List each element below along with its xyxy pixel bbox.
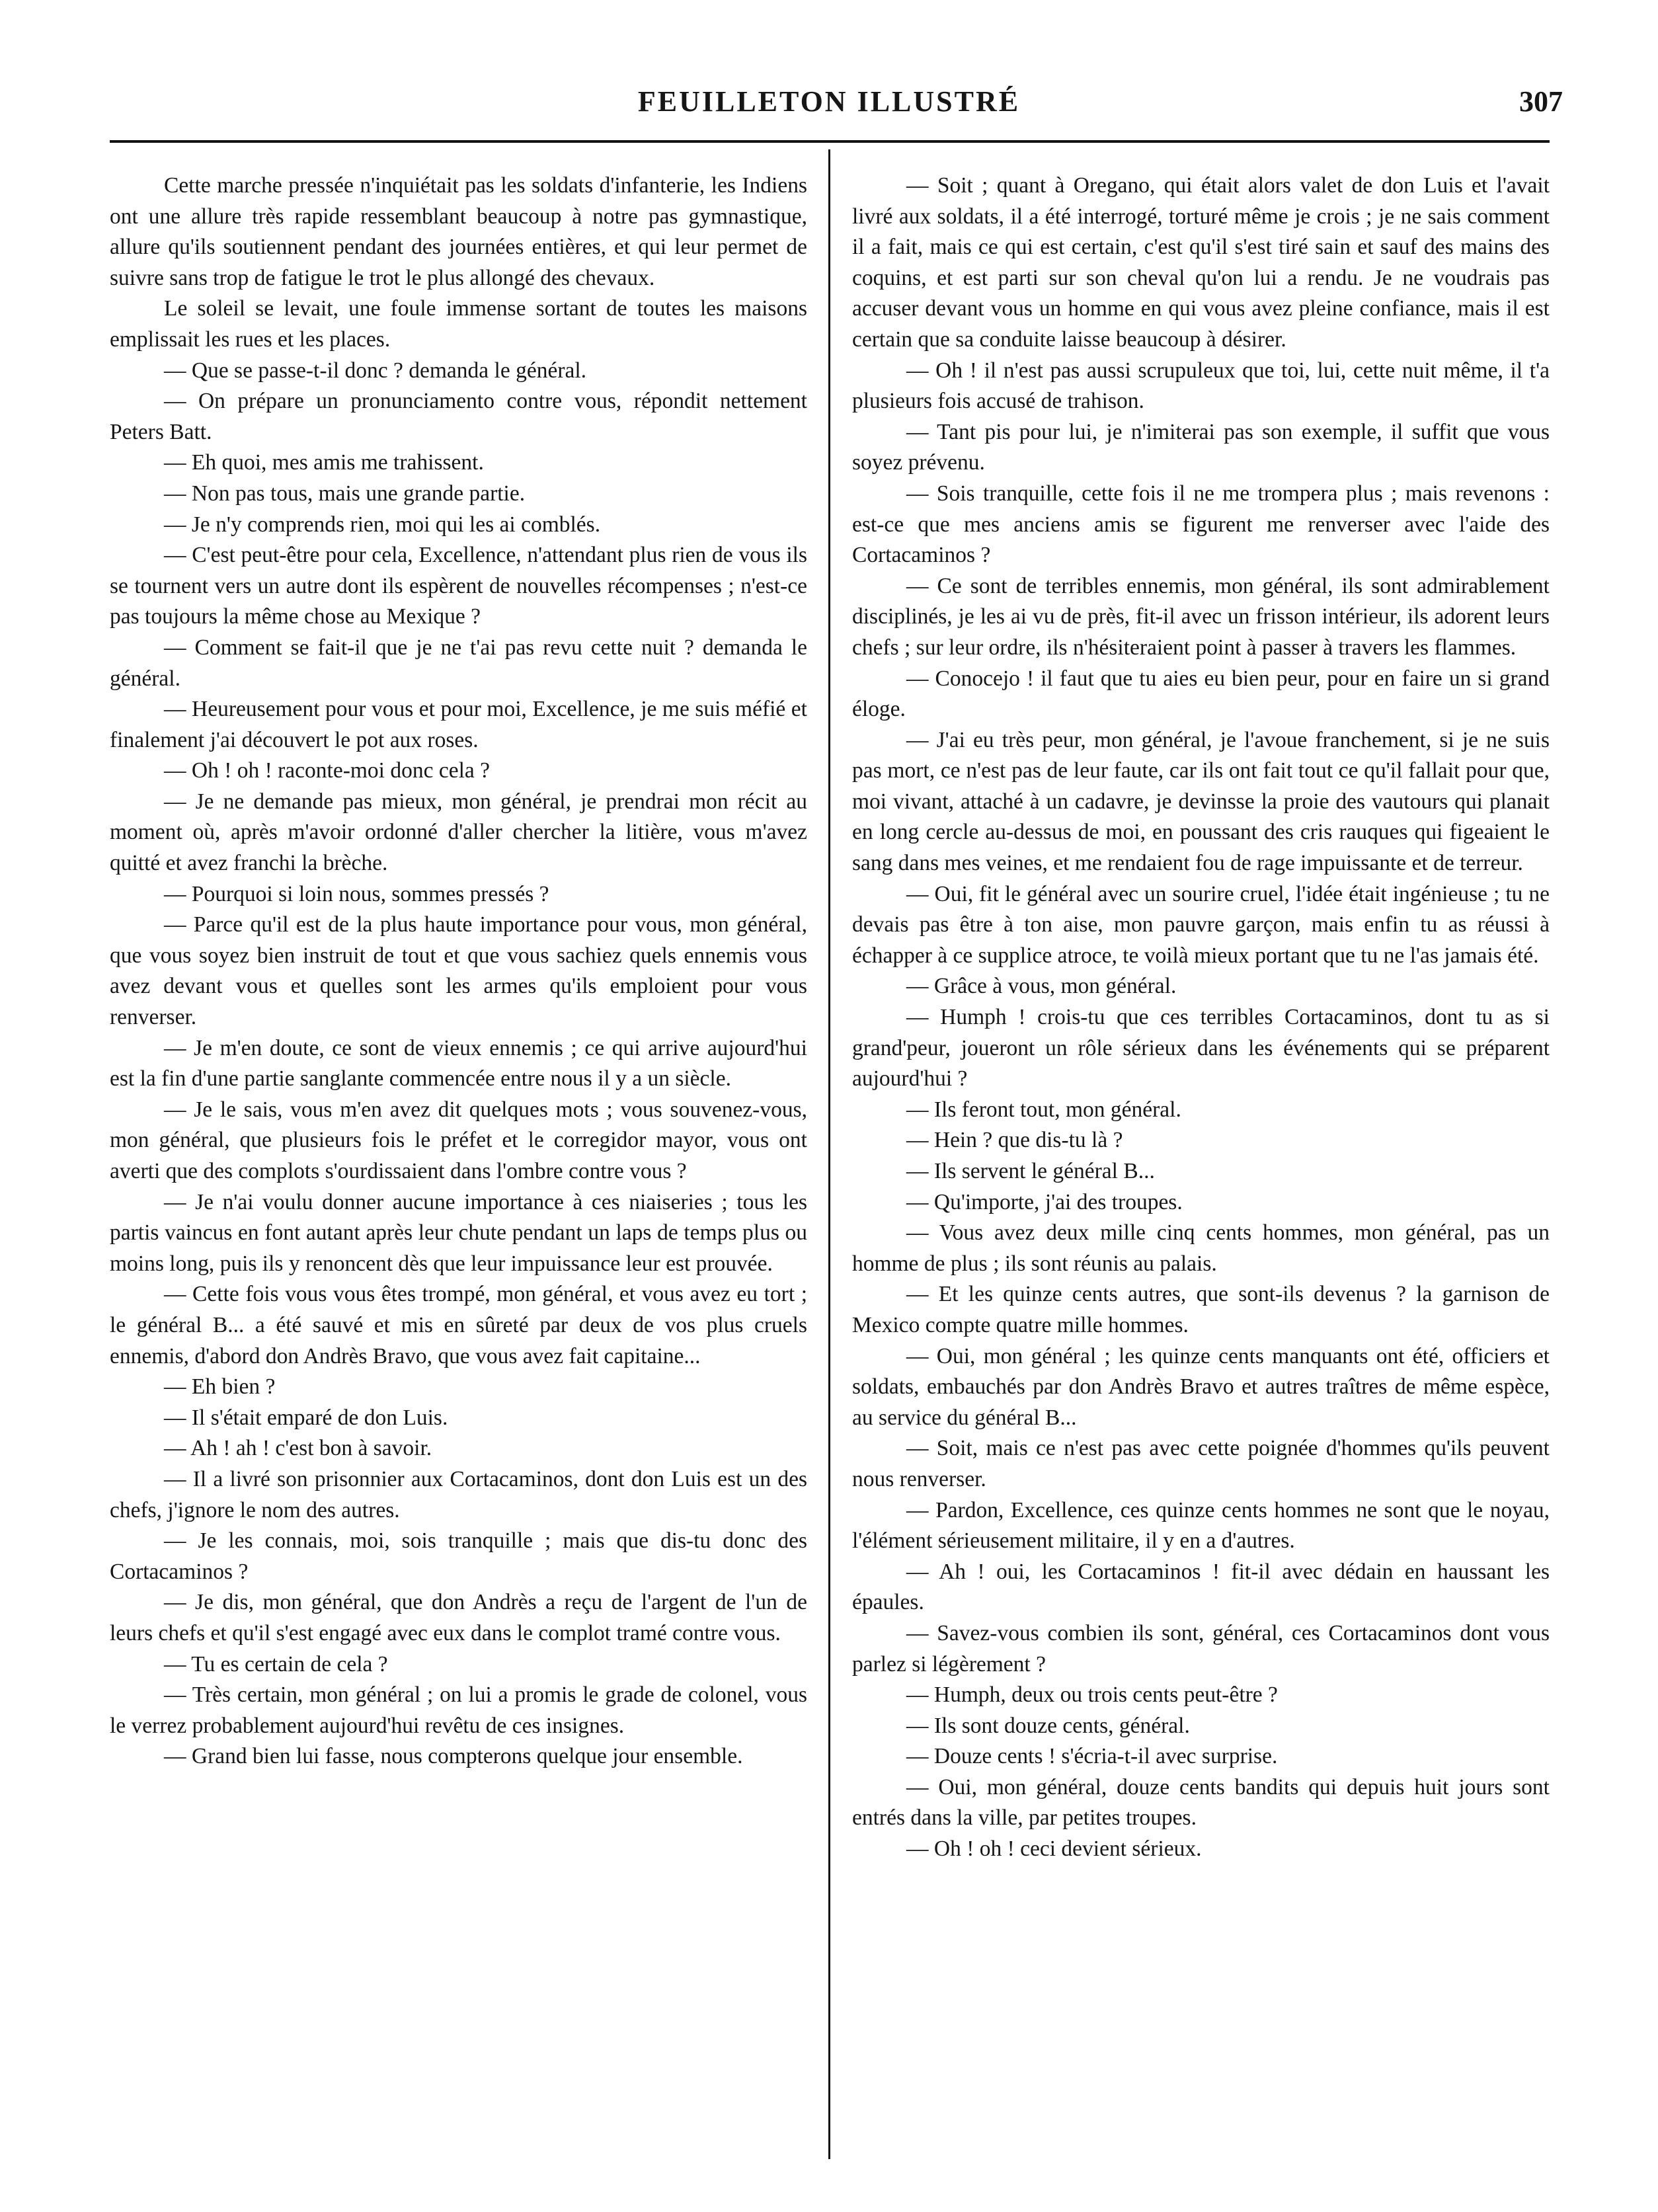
paragraph: — Tant pis pour lui, je n'imiterai pas son exemple, il suffit que vous soyez prévenu. <box>852 419 1550 475</box>
paragraph: — Heureusement pour vous et pour moi, Excellence, je me suis méfié et finalement j'ai découvert le pot aux roses. <box>110 697 807 752</box>
paragraph: — Comment se fait-il que je ne t'ai pas revu cette nuit ? demanda le général. <box>110 635 807 691</box>
paragraph: — Je dis, mon général, que don Andrès a reçu de l'argent de l'un de leurs chefs et qu'il s'est engagé avec eux dans le complot tramé contre vous. <box>110 1590 807 1645</box>
paragraph: — Non pas tous, mais une grande partie. <box>164 481 526 506</box>
paragraph: — Vous avez deux mille cinq cents hommes, mon général, pas un homme de plus ; ils sont réunis au palais. <box>852 1220 1550 1276</box>
paragraph: — Pardon, Excellence, ces quinze cents hommes ne sont que le noyau, l'élément sérieusement militaire, il y en a d'autres. <box>852 1497 1550 1554</box>
paragraph: — Tu es certain de cela ? <box>164 1651 388 1677</box>
paragraph: — Pourquoi si loin nous, sommes pressés ? <box>164 881 549 906</box>
paragraph: — Ils feront tout, mon général. <box>906 1097 1181 1122</box>
paragraph: — Qu'importe, j'ai des troupes. <box>906 1189 1183 1214</box>
paragraph: — Ah ! oui, les Cortacaminos ! fit-il avec dédain en haussant les épaules. <box>852 1559 1550 1615</box>
paragraph: — Que se passe-t-il donc ? demanda le général. <box>164 358 587 383</box>
column-divider <box>828 149 830 2159</box>
paragraph: — Je n'y comprends rien, moi qui les ai comblés. <box>164 512 601 537</box>
paragraph: — Grand bien lui fasse, nous compterons quelque jour ensemble. <box>164 1744 743 1769</box>
paragraph: — Hein ? que dis-tu là ? <box>906 1128 1123 1153</box>
paragraph: — Je n'ai voulu donner aucune importance à ces niaiseries ; tous les partis vaincus en font autant après leur chute pendant un laps de temps plus ou moins long, puis ils y renoncent dès que leur impuissance leur est prouvée. <box>110 1189 807 1276</box>
paragraph: — Oh ! oh ! raconte-moi donc cela ? <box>164 758 490 783</box>
paragraph: — Conocejo ! il faut que tu aies eu bien peur, pour en faire un si grand éloge. <box>852 666 1550 722</box>
paragraph: — Douze cents ! s'écria-t-il avec surprise. <box>906 1744 1278 1769</box>
paragraph: — Oh ! oh ! ceci devient sérieux. <box>906 1837 1202 1862</box>
paragraph: — On prépare un pronunciamento contre vous, répondit nettement Peters Batt. <box>110 389 807 444</box>
paragraph: — Je le sais, vous m'en avez dit quelques mots ; vous souvenez-vous, mon général, que plusieurs fois le préfet et le corregidor mayor, vous ont averti que des complots s'ourdissaient dans l'ombre contre vous ? <box>110 1097 807 1183</box>
paragraph: — Grâce à vous, mon général. <box>906 974 1177 999</box>
paragraph: — Cette fois vous vous êtes trompé, mon général, et vous avez eu tort ; le général B... a été sauvé et mis en sûreté par deux de vos plus cruels ennemis, d'abord don Andrès Bravo, que vous avez fait capitaine... <box>110 1282 807 1368</box>
paragraph: — Humph ! crois-tu que ces terribles Cortacaminos, dont tu as si grand'peur, joueront un rôle sérieux dans les événements qui se préparent aujourd'hui ? <box>852 1005 1550 1091</box>
paragraph: — C'est peut-être pour cela, Excellence, n'attendant plus rien de vous ils se tournent vers un autre dont ils espèrent de nouvelles récompenses ; n'est-ce pas toujours la même chose au Mexique ? <box>110 543 807 629</box>
right-column <box>852 171 1550 1865</box>
paragraph: — Oh ! il n'est pas aussi scrupuleux que toi, lui, cette nuit même, il t'a plusieurs fois accusé de trahison. <box>852 358 1550 414</box>
paragraph: Cette marche pressée n'inquiétait pas les soldats d'infanterie, les Indiens ont une allure très rapide ressemblant beaucoup à notre pas gymnastique, allure qu'ils soutiennent pendant des journées entières, et qui leur permet de suivre sans trop de fatigue le trot le plus allongé des chevaux. <box>110 173 807 290</box>
paragraph: — Oui, fit le général avec un sourire cruel, l'idée était ingénieuse ; tu ne devais pas être à ton aise, mon pauvre garçon, mais enfin tu as réussi à échapper à ce supplice atroce, te voilà mieux portant que tu ne l'as jamais été. <box>852 881 1550 968</box>
paragraph: — Très certain, mon général ; on lui a promis le grade de colonel, vous le verrez probablement aujourd'hui revêtu de ces insignes. <box>110 1682 807 1738</box>
paragraph: — Eh bien ? <box>164 1374 276 1400</box>
paragraph: — Il a livré son prisonnier aux Cortacaminos, dont don Luis est un des chefs, j'ignore le nom des autres. <box>110 1466 807 1522</box>
paragraph: — Et les quinze cents autres, que sont-ils devenus ? la garnison de Mexico compte quatre mille hommes. <box>852 1282 1550 1337</box>
header-rule <box>110 140 1550 143</box>
paragraph: — Il s'était emparé de don Luis. <box>164 1405 448 1430</box>
paragraph: — Soit ; quant à Oregano, qui était alors valet de don Luis et l'avait livré aux soldats, il a été interrogé, torturé même je crois ; je ne sais comment il a fait, mais ce qui est certain, c'est qu'il s'est tiré sain et sauf des mains des coquins, et est parti sur son cheval qu'on lui a rendu. Je ne voudrais pas accuser devant vous un homme en qui vous avez pleine confiance, mais il est certain que sa conduite laisse beaucoup à désirer. <box>852 173 1550 352</box>
paragraph: — Oui, mon général ; les quinze cents manquants ont été, officiers et soldats, embauchés par don Andrès Bravo et autres traîtres de même espèce, au service du général B... <box>852 1343 1550 1430</box>
paragraph: — Savez-vous combien ils sont, général, ces Cortacaminos dont vous parlez si légèrement ? <box>852 1620 1550 1677</box>
paragraph: — Parce qu'il est de la plus haute importance pour vous, mon général, que vous soyez bien instruit de tout et que vous sachiez quels ennemis vous avez devant vous et quelles sont les armes qu'ils emploient pour vous renverser. <box>110 912 807 1030</box>
paragraph: — Ils servent le général B... <box>906 1159 1155 1183</box>
paragraph: — J'ai eu très peur, mon général, je l'avoue franchement, si je ne suis pas mort, ce n'est pas de leur faute, car ils ont fait tout ce qu'il fallait pour que, moi vivant, attaché à un cadavre, je devinsse la proie des vautours qui planait en long cercle au-dessus de moi, en poussant des cris rauques qui figeaient le sang dans mes veines, et me rendaient fou de rage impuissante et de terreur. <box>852 727 1550 876</box>
paragraph: — Oui, mon général, douze cents bandits qui depuis huit jours sont entrés dans la ville, par petites troupes. <box>852 1774 1550 1831</box>
paragraph: — Eh quoi, mes amis me trahissent. <box>164 450 484 475</box>
running-title: FEUILLETON ILLUSTRÉ <box>637 85 1021 118</box>
paragraph: — Je m'en doute, ce sont de vieux ennemis ; ce qui arrive aujourd'hui est la fin d'une partie sanglante commencée entre nous il y a un siècle. <box>110 1035 807 1091</box>
paragraph: — Humph, deux ou trois cents peut-être ? <box>906 1682 1278 1708</box>
paragraph: — Ils sont douze cents, général. <box>906 1713 1190 1738</box>
paragraph: — Ce sont de terribles ennemis, mon général, ils sont admirablement disciplinés, je les ai vu de près, fit-il avec un frisson intérieur, ils adorent leurs chefs ; sur leur ordre, ils n'hésiteraient point à passer à travers les flammes. <box>852 573 1550 660</box>
paragraph: — Je ne demande pas mieux, mon général, je prendrai mon récit au moment où, après m'avoir ordonné d'aller chercher la litière, vous m'avez quitté et avez franchi la brèche. <box>110 789 807 876</box>
left-column <box>110 171 807 1772</box>
paragraph: Le soleil se levait, une foule immense sortant de toutes les maisons emplissait les rues et les places. <box>110 296 807 352</box>
paragraph: — Je les connais, moi, sois tranquille ; mais que dis-tu donc des Cortacaminos ? <box>110 1528 807 1584</box>
paragraph: — Ah ! ah ! c'est bon à savoir. <box>164 1436 432 1461</box>
page-number: 307 <box>1519 85 1563 118</box>
paragraph: — Soit, mais ce n'est pas avec cette poignée d'hommes qu'ils peuvent nous renverser. <box>852 1436 1550 1491</box>
paragraph: — Sois tranquille, cette fois il ne me trompera plus ; mais revenons : est-ce que mes anciens amis se figurent me renverser avec l'aide des Cortacaminos ? <box>852 481 1550 568</box>
